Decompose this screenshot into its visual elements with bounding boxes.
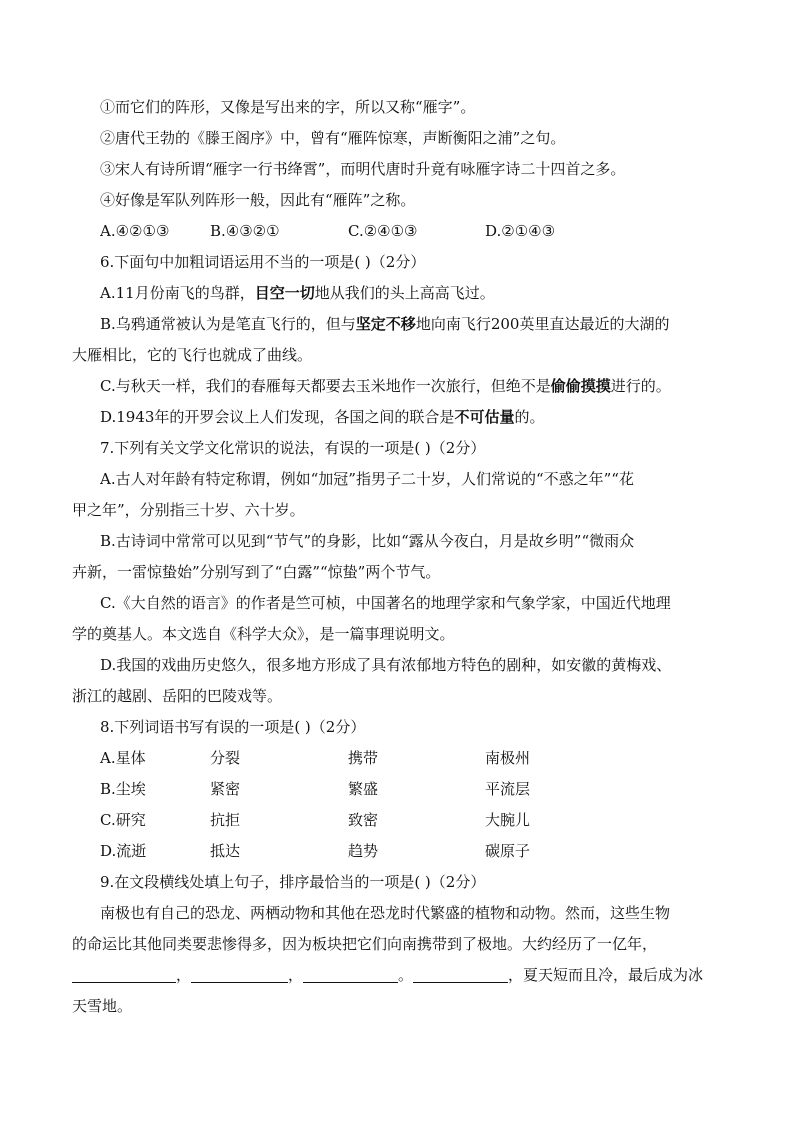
q7-option-d-cont: 浙江的越剧、岳阳的巴陵戏等。 — [72, 687, 283, 705]
q6-a-bold-word: 目空一切 — [254, 284, 315, 302]
q6-b-text-end: 地向南飞行200英里直达最近的大湖的 — [415, 315, 670, 333]
blank-sep-3: 。 — [398, 966, 414, 984]
q5-option-b: B.④③②① — [210, 222, 280, 240]
q7-stem: 7.下列有关文学文化常识的说法，有误的一项是( )（2分） — [100, 439, 486, 457]
q5-option-c: C.②④①③ — [348, 222, 418, 240]
q8-a-word-3: 携带 — [348, 749, 379, 767]
q6-stem: 6.下面句中加粗词语运用不当的一项是( )（2分） — [100, 253, 426, 271]
q8-row-b — [72, 774, 722, 805]
q7-option-d: D.我国的戏曲历史悠久，很多地方形成了具有浓郁地方特色的剧种，如安徽的黄梅戏、 — [100, 656, 672, 674]
q8-d-word-1: D.流逝 — [100, 842, 147, 860]
q7-option-b-cont: 卉新，一雷惊蛰始”分别写到了“白露”“惊蛰”两个节气。 — [72, 563, 441, 581]
page-content — [72, 92, 722, 1022]
q8-d-word-3: 趋势 — [348, 842, 379, 860]
q5-options — [72, 216, 722, 247]
q8-c-word-1: C.研究 — [100, 811, 146, 829]
q6-d-bold-word: 不可估量 — [454, 408, 515, 426]
q8-row-a — [72, 743, 722, 774]
sentence-2: ②唐代王勃的《滕王阁序》中，曾有“雁阵惊寒，声断衡阳之浦”之句。 — [100, 129, 566, 147]
q8-c-word-3: 致密 — [348, 811, 379, 829]
blank-sep-2: ， — [288, 966, 304, 984]
q6-d-text-end: 的。 — [514, 408, 545, 426]
q6-b-text: B.乌鸦通常被认为是笔直飞行的，但与 — [100, 315, 356, 333]
fill-blank-1[interactable] — [72, 964, 176, 983]
q6-option-d — [72, 402, 722, 433]
fill-blank-2[interactable] — [191, 964, 288, 983]
q7-option-c: C.《大自然的语言》的作者是竺可桢，中国著名的地理学家和气象学家，中国近代地理 — [100, 594, 671, 612]
q8-c-word-2: 抗拒 — [210, 811, 241, 829]
q9-passage-line-2: 的命运比其他同类要悲惨得多，因为板块把它们向南携带到了极地。大约经历了一亿年， — [72, 935, 658, 953]
q6-option-b-cont: 大雁相比，它的飞行也就成了曲线。 — [72, 346, 313, 364]
q5-option-a: A.④②①③ — [100, 222, 170, 240]
q6-option-c — [72, 371, 722, 402]
q9-passage-tail: ，夏天短而且冷，最后成为冰 — [508, 966, 704, 984]
blank-sep-1: ， — [176, 966, 192, 984]
q9-passage-line-1: 南极也有自己的恐龙、两栖动物和其他在恐龙时代繁盛的植物和动物。然而，这些生物 — [100, 904, 671, 922]
q8-row-d — [72, 836, 722, 867]
q7-option-c-cont: 学的奠基人。本文选自《科学大众》，是一篇事理说明文。 — [72, 625, 455, 643]
q6-option-a — [72, 278, 722, 309]
fill-blank-3[interactable] — [303, 964, 398, 983]
sentence-1: ①而它们的阵形，又像是写出来的字，所以又称“雁字”。 — [100, 98, 476, 116]
q6-d-text: D.1943年的开罗会议上人们发现，各国之间的联合是 — [100, 408, 455, 426]
q8-a-word-4: 南极州 — [485, 749, 531, 767]
q6-c-bold-word: 偷偷摸摸 — [550, 377, 611, 395]
q8-d-word-2: 抵达 — [210, 842, 241, 860]
sentence-3: ③宋人有诗所谓“雁字一行书绛霄”，而明代唐时升竟有咏雁字诗二十四首之多。 — [100, 160, 626, 178]
q8-d-word-4: 碳原子 — [485, 842, 531, 860]
q6-a-text: A.11月份南飞的鸟群， — [100, 284, 255, 302]
q7-option-a-cont: 甲之年”，分别指三十岁、六十岁。 — [72, 501, 305, 519]
q7-option-b: B.古诗词中常常可以见到“节气”的身影，比如“露从今夜白，月是故乡明”“微雨众 — [100, 532, 635, 550]
q7-option-a: A.古人对年龄有特定称谓，例如“加冠”指男子二十岁，人们常说的“不惑之年”“花 — [100, 470, 634, 488]
q8-row-c — [72, 805, 722, 836]
fill-blank-4[interactable] — [413, 964, 508, 983]
q8-b-word-2: 紧密 — [210, 780, 241, 798]
q6-b-bold-word: 坚定不移 — [355, 315, 416, 333]
q8-a-word-2: 分裂 — [210, 749, 241, 767]
q8-c-word-4: 大腕儿 — [485, 811, 531, 829]
q9-passage-line-4: 天雪地。 — [72, 997, 133, 1015]
q6-c-text-end: 进行的。 — [610, 377, 671, 395]
q6-a-text-end: 地从我们的头上高高飞过。 — [314, 284, 495, 302]
sentence-4: ④好像是军队列阵形一般，因此有“雁阵”之称。 — [100, 191, 416, 209]
q9-stem: 9.在文段横线处填上句子，排序最恰当的一项是( )（2分） — [100, 873, 486, 891]
q9-passage-blanks — [72, 960, 722, 991]
q5-option-d: D.②①④③ — [485, 222, 556, 240]
q8-stem: 8.下列词语书写有误的一项是( )（2分） — [100, 718, 366, 736]
q8-b-word-1: B.尘埃 — [100, 780, 146, 798]
q8-b-word-4: 平流层 — [485, 780, 531, 798]
q6-option-b — [72, 309, 722, 340]
q8-b-word-3: 繁盛 — [348, 780, 379, 798]
q8-a-word-1: A.星体 — [100, 749, 146, 767]
q6-c-text: C.与秋天一样，我们的春雁每天都要去玉米地作一次旅行，但绝不是 — [100, 377, 551, 395]
